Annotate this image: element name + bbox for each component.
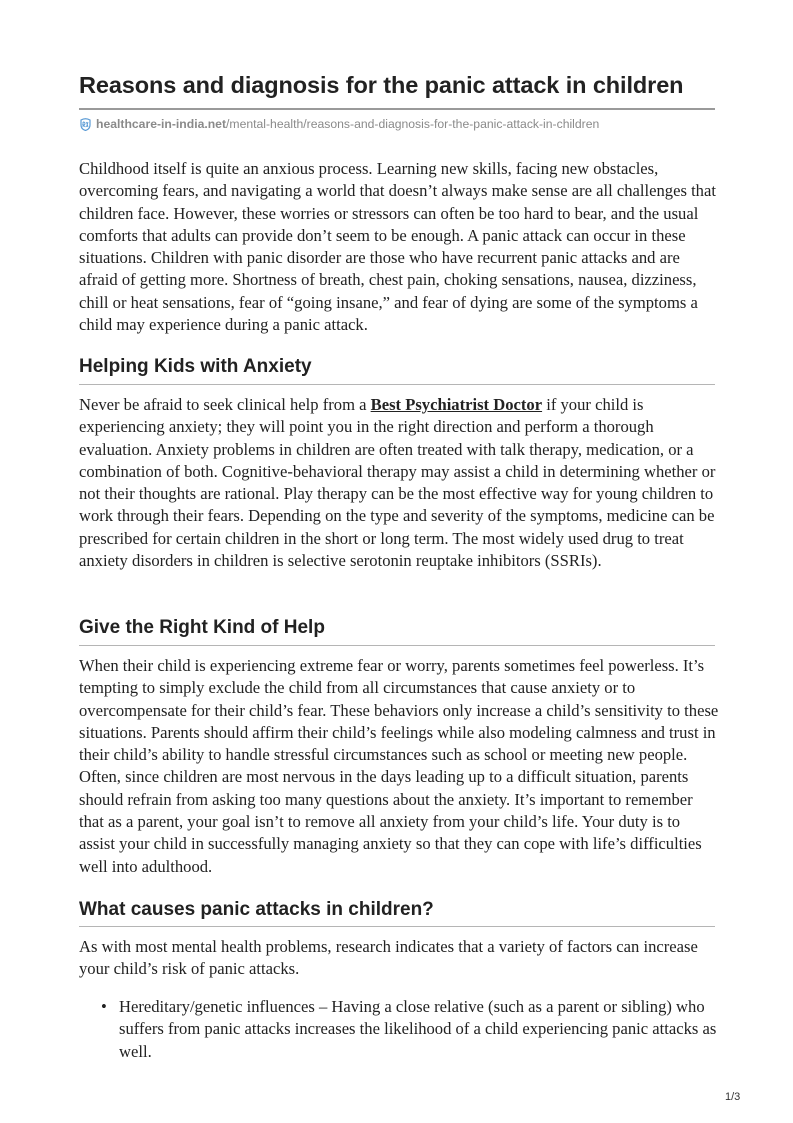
- site-favicon-icon: [79, 118, 92, 131]
- intro-paragraph: Childhood itself is quite an anxious process. Learning new skills, facing new obstacles, overcoming fears, and navigating a world that doesn’t always make sense are all challenges that children face. However, these worries or stressors can often be too hard to bear, and the usual comforts that adults can provide don’t seem to be enough. A panic attack can occur in these situations. Children with panic disorder are those who have recurrent panic attacks and are afraid of getting more. Shortness of breath, chest pain, choking sensations, nausea, dizziness, chill or heat sensations, fear of “going insane,” and fear of dying are some of the symptoms a child may experience during a panic attack.: [79, 159, 716, 335]
- page-title: Reasons and diagnosis for the panic attack in children: [79, 72, 684, 98]
- section-heading-right-kind-of-help: Give the Right Kind of Help: [79, 617, 325, 638]
- section-paragraph-helping-kids: Never be afraid to seek clinical help from a Best Psychiatrist Doctor if your child is experiencing anxiety; they will point you in the right direction and perform a thorough evaluation. Anxiety problems in children are often treated with talk therapy, medication, or a combination of both. Cognitive-behavioral therapy may assist a child in determining whether or not their thoughts are rational. Play therapy can be the most effective way for young children to work through their fears. Depending on the type and severity of the symptoms, medicine can be prescribed for certain children in the short or long term. The most widely used drug to treat anxiety disorders in children is selective serotonin reuptake inhibitors (SSRIs).: [79, 395, 716, 571]
- source-path: /mental-health/reasons-and-diagnosis-for-the-panic-attack-in-children: [226, 117, 600, 131]
- page-number: 1/3: [725, 1091, 741, 1103]
- section-paragraph-right-kind-of-help: When their child is experiencing extreme fear or worry, parents sometimes feel powerless. It’s tempting to simply exclude the child from all circumstances that cause anxiety or to overcompensate for their child’s fear. These behaviors only increase a child’s sensitivity to these situations. Parents should affirm their child’s feelings while also modeling calmness and trust in their child’s ability to handle stressful circumstances such as school or meeting new people. Often, since children are most nervous in the days leading up to a difficult situation, parents should refrain from asking too many questions about the anxiety. It’s important to remember that as a parent, your goal isn’t to remove all anxiety from your child’s life. Your duty is to assist your child in successfully managing anxiety so that they can cope with life’s difficulties well into adulthood.: [79, 656, 719, 876]
- section-heading-helping-kids: Helping Kids with Anxiety: [79, 356, 312, 377]
- section-divider: [79, 926, 715, 927]
- section-paragraph-what-causes: As with most mental health problems, research indicates that a variety of factors can increase your child’s risk of panic attacks.: [79, 937, 698, 979]
- section-heading-what-causes: What causes panic attacks in children?: [79, 899, 434, 920]
- source-url[interactable]: [79, 117, 599, 131]
- best-psychiatrist-doctor-link[interactable]: Best Psychiatrist Doctor: [370, 395, 543, 414]
- causes-list: [79, 996, 719, 1063]
- section-divider: [79, 645, 715, 646]
- section-divider: [79, 384, 715, 385]
- title-divider: [79, 108, 715, 110]
- bullet-icon: •: [101, 997, 107, 1016]
- source-domain: healthcare-in-india.net: [96, 117, 227, 131]
- list-item: • Hereditary/genetic influences – Having a close relative (such as a parent or sibling) who suffers from panic attacks increases the likelihood of a child experiencing panic attacks as well.: [101, 997, 717, 1061]
